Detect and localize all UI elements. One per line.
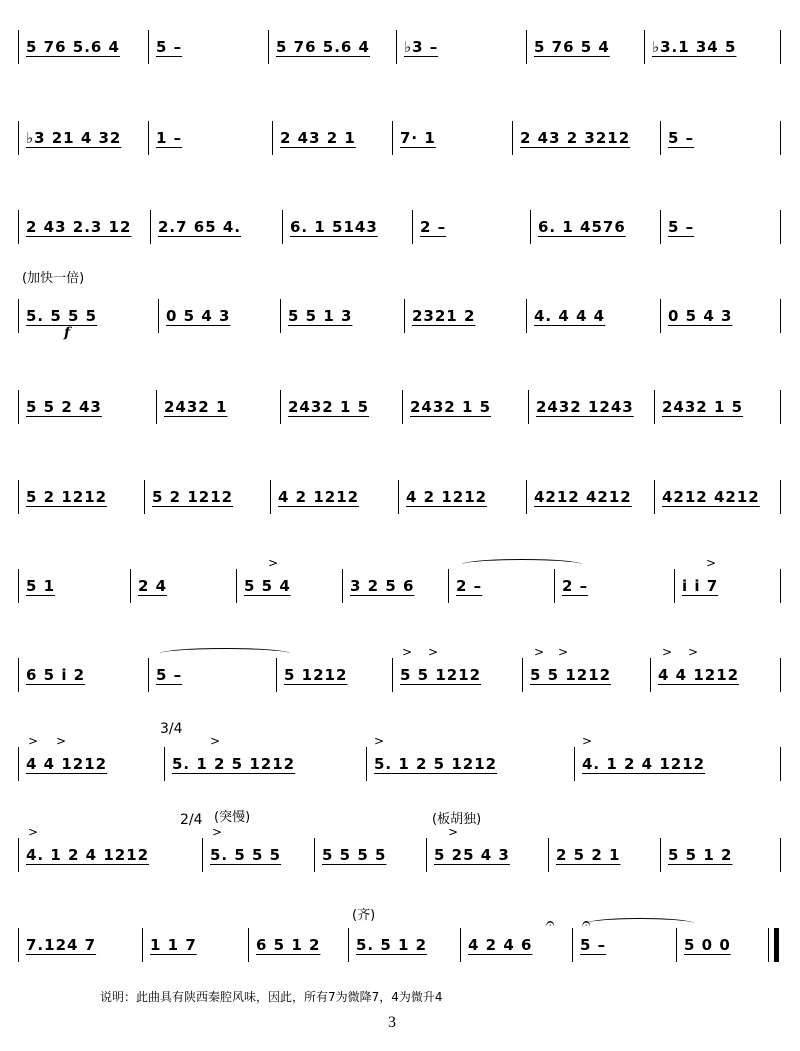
barline [660, 299, 661, 333]
accent-icon: > [706, 556, 717, 570]
notes: 5 76 5.6 4 [26, 38, 120, 56]
measure [528, 396, 654, 428]
barline [156, 390, 157, 424]
notes: 4212 4212 [662, 488, 760, 506]
barline [142, 928, 143, 962]
measure [654, 396, 780, 428]
notes: 2432 1 5 [662, 398, 744, 416]
measure [280, 305, 404, 337]
notes: 2 5 2 1 [556, 846, 621, 864]
barline [18, 569, 19, 603]
measure [18, 127, 148, 159]
barline [18, 30, 19, 64]
accent-icon: > [402, 645, 413, 659]
measure [268, 36, 396, 68]
accent-icon: > [582, 734, 593, 748]
notes: 5 5 1 2 [668, 846, 733, 864]
measure [156, 396, 280, 428]
barline-end [780, 480, 781, 514]
barline [392, 658, 393, 692]
tutti-label: (齐) [352, 908, 376, 923]
barline [130, 569, 131, 603]
measure [158, 305, 280, 337]
barline [660, 210, 661, 244]
dynamic-mark: f [64, 325, 71, 341]
barline [554, 569, 555, 603]
notes: 0 5 4 3 [166, 307, 231, 325]
measure [280, 396, 402, 428]
tie-slur [586, 918, 694, 929]
notes: 2432 1 5 [288, 398, 370, 416]
barline [280, 390, 281, 424]
barline [526, 299, 527, 333]
accent-icon: > [688, 645, 699, 659]
barline [512, 121, 513, 155]
notes: 5 5 2 43 [26, 398, 102, 416]
accent-icon: > [28, 734, 39, 748]
barline [412, 210, 413, 244]
barline [530, 210, 531, 244]
notes: 2 43 2 3212 [520, 129, 631, 147]
barline [572, 928, 573, 962]
barline [654, 480, 655, 514]
barline [448, 569, 449, 603]
notes: 4 2 4 6 [468, 936, 533, 954]
notes: 5 25 4 3 [434, 846, 510, 864]
measure [150, 216, 282, 248]
measure [572, 934, 676, 966]
measure [18, 486, 144, 518]
barline [674, 569, 675, 603]
notes: 5 0 0 [684, 936, 731, 954]
measure [366, 753, 574, 785]
notes: 5. 5 5 5 [26, 307, 98, 325]
measure [526, 305, 660, 337]
notes: ♭3 – [404, 38, 439, 56]
measure [202, 844, 314, 876]
notes: 2 43 2.3 12 [26, 218, 132, 236]
barline-end [780, 121, 781, 155]
notes: 6. 1 5143 [290, 218, 378, 236]
notes: 2 – [456, 577, 483, 595]
barline-end [780, 390, 781, 424]
barline [148, 121, 149, 155]
accent-icon: > [268, 556, 279, 570]
barline [18, 299, 19, 333]
notes: 2432 1 [164, 398, 228, 416]
measure [398, 486, 526, 518]
barline [18, 838, 19, 872]
notes: 2321 2 [412, 307, 476, 325]
accent-icon: > [374, 734, 385, 748]
barline [528, 390, 529, 424]
measure [426, 844, 548, 876]
accent-icon: > [448, 825, 459, 839]
tempo-label: (突慢) [214, 810, 251, 825]
barline [164, 747, 165, 781]
measure [18, 216, 150, 248]
notes: 3 2 5 6 [350, 577, 415, 595]
notes: 5 5 4 [244, 577, 291, 595]
notes: 5 2 1212 [152, 488, 234, 506]
barline [144, 480, 145, 514]
notes: 5 – [668, 218, 695, 236]
barline [654, 390, 655, 424]
measure [674, 575, 780, 607]
barline [526, 480, 527, 514]
measure [236, 575, 342, 607]
measure [142, 934, 248, 966]
barline [276, 658, 277, 692]
notes: 5 76 5.6 4 [276, 38, 370, 56]
notes: 6 5 1 2 [256, 936, 321, 954]
measure [18, 753, 164, 785]
measure [272, 127, 392, 159]
notes: 5. 5 5 5 [210, 846, 282, 864]
barline [268, 30, 269, 64]
notes: 5 5 1212 [530, 666, 612, 684]
barline [366, 747, 367, 781]
notes: 0 5 4 3 [668, 307, 733, 325]
barline [460, 928, 461, 962]
measure [18, 305, 158, 337]
measure [660, 216, 780, 248]
measure [660, 127, 780, 159]
time-signature: 3/4 [160, 721, 183, 737]
measure [248, 934, 348, 966]
measure [148, 127, 272, 159]
barline-end [780, 658, 781, 692]
notes: 1 – [156, 129, 183, 147]
accent-icon: > [558, 645, 569, 659]
barline [396, 30, 397, 64]
notes: 5 – [580, 936, 607, 954]
measure [512, 127, 660, 159]
barline [18, 658, 19, 692]
barline [342, 569, 343, 603]
barline-end [768, 928, 769, 962]
barline [18, 480, 19, 514]
measure [396, 36, 526, 68]
accent-icon: > [662, 645, 673, 659]
notes: 5 1212 [284, 666, 348, 684]
notes: 4 4 1212 [658, 666, 740, 684]
measure [18, 396, 156, 428]
barline [270, 480, 271, 514]
notes: 2 4 [138, 577, 168, 595]
measure [276, 664, 392, 696]
barline [644, 30, 645, 64]
barline [522, 658, 523, 692]
accent-icon: > [428, 645, 439, 659]
measure [460, 934, 572, 966]
notes: 2.7 65 4. [158, 218, 242, 236]
accent-icon: > [56, 734, 67, 748]
notes: 5. 5 1 2 [356, 936, 428, 954]
measure [660, 844, 780, 876]
measure [660, 305, 780, 337]
measure [676, 934, 768, 966]
accent-icon: > [28, 825, 39, 839]
barline-end [780, 838, 781, 872]
barline [18, 928, 19, 962]
measure [392, 127, 512, 159]
measure [342, 575, 448, 607]
notes: 5 2 1212 [26, 488, 108, 506]
measure [522, 664, 650, 696]
notes: ♭3 21 4 32 [26, 129, 122, 147]
accent-icon: > [210, 734, 221, 748]
barline [18, 747, 19, 781]
measure [18, 36, 148, 68]
fermata-icon: 𝄐 [546, 914, 555, 932]
barline-end [780, 210, 781, 244]
tie-slur [462, 559, 582, 570]
instrument-label: (板胡独) [432, 812, 482, 827]
barline [676, 928, 677, 962]
notes: 5 5 5 5 [322, 846, 387, 864]
notes: 4 2 1212 [406, 488, 488, 506]
barline [314, 838, 315, 872]
barline [282, 210, 283, 244]
measure [530, 216, 660, 248]
notes: 1 1 7 [150, 936, 197, 954]
barline [404, 299, 405, 333]
notes: 5 5 1212 [400, 666, 482, 684]
notes: 5 – [156, 38, 183, 56]
notes: 5 – [156, 666, 183, 684]
barline [18, 121, 19, 155]
barline-end [780, 569, 781, 603]
measure [526, 36, 644, 68]
measure [402, 396, 528, 428]
measure [18, 664, 148, 696]
measure [574, 753, 780, 785]
notes: 4. 4 4 4 [534, 307, 606, 325]
measure [314, 844, 426, 876]
measure [130, 575, 236, 607]
measure [644, 36, 780, 68]
notes: 2432 1243 [536, 398, 634, 416]
barline-end [780, 747, 781, 781]
measure [144, 486, 270, 518]
notes: i i 7 [682, 577, 719, 595]
measure [270, 486, 398, 518]
barline [18, 210, 19, 244]
measure [554, 575, 674, 607]
notes: 5. 1 2 5 1212 [374, 755, 498, 773]
barline [18, 390, 19, 424]
page-number: 3 [388, 1014, 396, 1031]
measure [348, 934, 460, 966]
barline [236, 569, 237, 603]
tie-slur [160, 648, 290, 659]
notes: 2 43 2 1 [280, 129, 356, 147]
barline [150, 210, 151, 244]
notes: 2 – [562, 577, 589, 595]
notes: 5 – [668, 129, 695, 147]
notes: 4. 1 2 4 1212 [582, 755, 706, 773]
barline [660, 838, 661, 872]
final-barline [774, 928, 779, 962]
notes: 7.124 7 [26, 936, 97, 954]
measure [392, 664, 522, 696]
measure [18, 575, 130, 607]
barline [148, 658, 149, 692]
measure [282, 216, 412, 248]
notes: 4212 4212 [534, 488, 632, 506]
barline-end [780, 30, 781, 64]
measure [164, 753, 366, 785]
barline [402, 390, 403, 424]
time-signature: 2/4 [180, 812, 203, 828]
barline-end [780, 299, 781, 333]
barline [548, 838, 549, 872]
measure [412, 216, 530, 248]
notes: 5 1 [26, 577, 56, 595]
measure [148, 664, 276, 696]
accent-icon: > [534, 645, 545, 659]
notes: 5 76 5 4 [534, 38, 610, 56]
notes: 7· 1 [400, 129, 436, 147]
measure [650, 664, 780, 696]
fermata-icon: 𝄐 [582, 914, 591, 932]
barline [272, 121, 273, 155]
notes: 5 5 1 3 [288, 307, 353, 325]
barline [426, 838, 427, 872]
barline [158, 299, 159, 333]
measure [448, 575, 554, 607]
notes: 4 2 1212 [278, 488, 360, 506]
notes: 6 5 i 2 [26, 666, 86, 684]
measure [548, 844, 660, 876]
barline [248, 928, 249, 962]
barline [526, 30, 527, 64]
measure [526, 486, 654, 518]
accent-icon: > [212, 825, 223, 839]
barline [392, 121, 393, 155]
barline [148, 30, 149, 64]
barline [650, 658, 651, 692]
notes: 2 – [420, 218, 447, 236]
measure [18, 934, 142, 966]
barline [574, 747, 575, 781]
notes: 4 4 1212 [26, 755, 108, 773]
notes: 4. 1 2 4 1212 [26, 846, 150, 864]
measure [404, 305, 526, 337]
measure [18, 844, 202, 876]
barline [348, 928, 349, 962]
footnote: 说明：此曲具有陕西秦腔风味，因此，所有7为微降7，4为微升4 [100, 990, 443, 1004]
barline [280, 299, 281, 333]
tempo-label: (加快一倍) [22, 271, 85, 286]
notes: ♭3.1 34 5 [652, 38, 737, 56]
barline [660, 121, 661, 155]
notes: 5. 1 2 5 1212 [172, 755, 296, 773]
barline [398, 480, 399, 514]
measure [148, 36, 268, 68]
measure [654, 486, 780, 518]
notes: 2432 1 5 [410, 398, 492, 416]
notes: 6. 1 4576 [538, 218, 626, 236]
barline [202, 838, 203, 872]
